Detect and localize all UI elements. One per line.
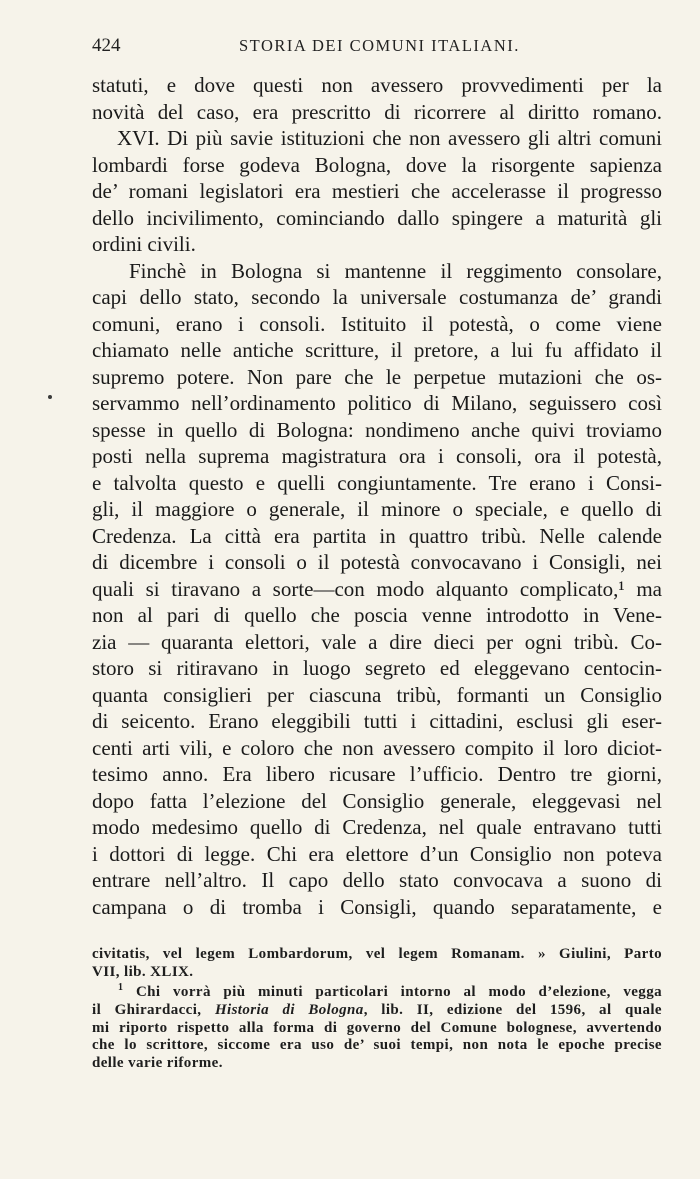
body-line: storo si ritiravano in luogo segreto ed eleggevano centocin-: [92, 656, 662, 680]
body-line: XVI. Di più savie istituzioni che non avessero gli altri comuni: [117, 126, 662, 150]
footnote-marker: 1: [118, 982, 124, 994]
body-line: Credenza. La città era partita in quattro tribù. Nelle calende: [92, 523, 662, 548]
body-line: modo medesimo quello di Credenza, nel quale entravano tutti: [92, 815, 662, 839]
footnote-line: VII, lib. XLIX.: [92, 963, 194, 980]
running-title: STORIA DEI COMUNI ITALIANI.: [239, 36, 520, 55]
body-line: quanta consiglieri per ciascuna tribù, formanti un Consiglio: [92, 682, 662, 707]
body-line: posti nella suprema magistratura ora i consoli, ora il potestà,: [92, 444, 662, 468]
body-line: quali si tiravano a sorte—con modo alquanto complicato,¹ ma: [92, 576, 662, 601]
book-title: Historia di Bologna: [214, 1001, 364, 1018]
body-line: dopo fatta l’elezione del Consiglio generale, eleggevasi nel: [92, 788, 662, 813]
body-line: Finchè in Bologna si mantenne il reggimento consolare,: [129, 258, 662, 283]
body-line: supremo potere. Non pare che le perpetue mutazioni che os-: [92, 364, 662, 389]
footnote-line: civitatis, vel legem Lombardorum, vel legem Romanam. » Giulini, Parto: [92, 946, 662, 962]
body-line: comuni, erano i consoli. Istituito il potestà, o come viene: [92, 311, 662, 336]
running-head: [92, 33, 662, 59]
footnote-line: che lo scrittore, siccome era uso de’ suoi tempi, non nota le epoche precise: [92, 1037, 662, 1054]
body-line: gli, il maggiore o generale, il minore o speciale, e quello di: [92, 497, 662, 521]
page-number: 424: [92, 35, 121, 56]
body-line: servammo nell’ordinamento politico di Milano, seguissero così: [92, 391, 662, 415]
paragraph: [92, 125, 662, 258]
footnote-text: Chi vorrà più minuti particolari intorno al modo d’elezione, vegga: [135, 984, 662, 1001]
body-line: i dottori di legge. Chi era elettore d’un Consiglio non poteva: [92, 841, 662, 866]
footnote-text: , lib. II, edizione del 1596, al quale: [363, 1001, 662, 1018]
body-line: statuti, e dove questi non avessero provvedimenti per la: [92, 73, 662, 97]
body-line: campana o di tromba i Consigli, quando separatamente, e: [92, 894, 662, 919]
footnote-line: mi riporto rispetto alla forma di governo del Comune bolognese, avvertendo: [92, 1019, 662, 1036]
footnote-line: [92, 984, 662, 1002]
body-line: e talvolta questo e quelli congiuntamente. Tre erano i Consi-: [92, 470, 662, 495]
body-line: spesse in quello di Bologna: nondimeno anche quivi troviamo: [92, 417, 662, 442]
footnote-text: il Ghirardacci,: [92, 1001, 215, 1018]
body-line: zia — quaranta elettori, vale a dire dieci per ogni tribù. Co-: [92, 629, 662, 654]
body-line: novità del caso, era prescritto di ricorrere al diritto romano.: [92, 99, 662, 124]
footnote: [92, 984, 662, 1073]
paragraph: [92, 72, 662, 125]
paragraph: [92, 258, 662, 921]
margin-speck: [48, 395, 52, 399]
body-line: tesimo anno. Era libero ricusare l’ufficio. Dentro tre giorni,: [92, 762, 662, 786]
body-line: de’ romani legislatori era mestieri che accelerasse il progresso: [92, 179, 662, 203]
body-line: di dicembre i consoli o il potestà convocavano i Consigli, nei: [92, 550, 662, 574]
body-line: di seicento. Erano eleggibili tutti i cittadini, esclusi gli eser-: [92, 709, 662, 733]
body-line: ordini civili.: [92, 232, 196, 256]
footnote-line: [92, 1002, 662, 1020]
footnote: [92, 946, 662, 982]
footnotes: [92, 946, 662, 1073]
footnote-line: delle varie riforme.: [92, 1055, 223, 1072]
body-line: lombardi forse godeva Bologna, dove la risorgente sapienza: [92, 152, 662, 177]
body-line: dello incivilimento, cominciando dallo spingere a maturità gli: [92, 205, 662, 230]
body-line: non al pari di quello che poscia venne introdotto in Vene-: [92, 603, 662, 627]
body-line: centi arti vili, e coloro che non avessero compito il loro diciot-: [92, 735, 662, 760]
body-line: entrare nell’altro. Il capo dello stato convocava a suono di: [92, 868, 662, 892]
main-text: [92, 72, 662, 920]
body-line: chiamato nelle antiche scritture, il pretore, a lui fu affidato il: [92, 338, 662, 362]
body-line: capi dello stato, secondo la universale costumanza de’ grandi: [92, 285, 662, 309]
